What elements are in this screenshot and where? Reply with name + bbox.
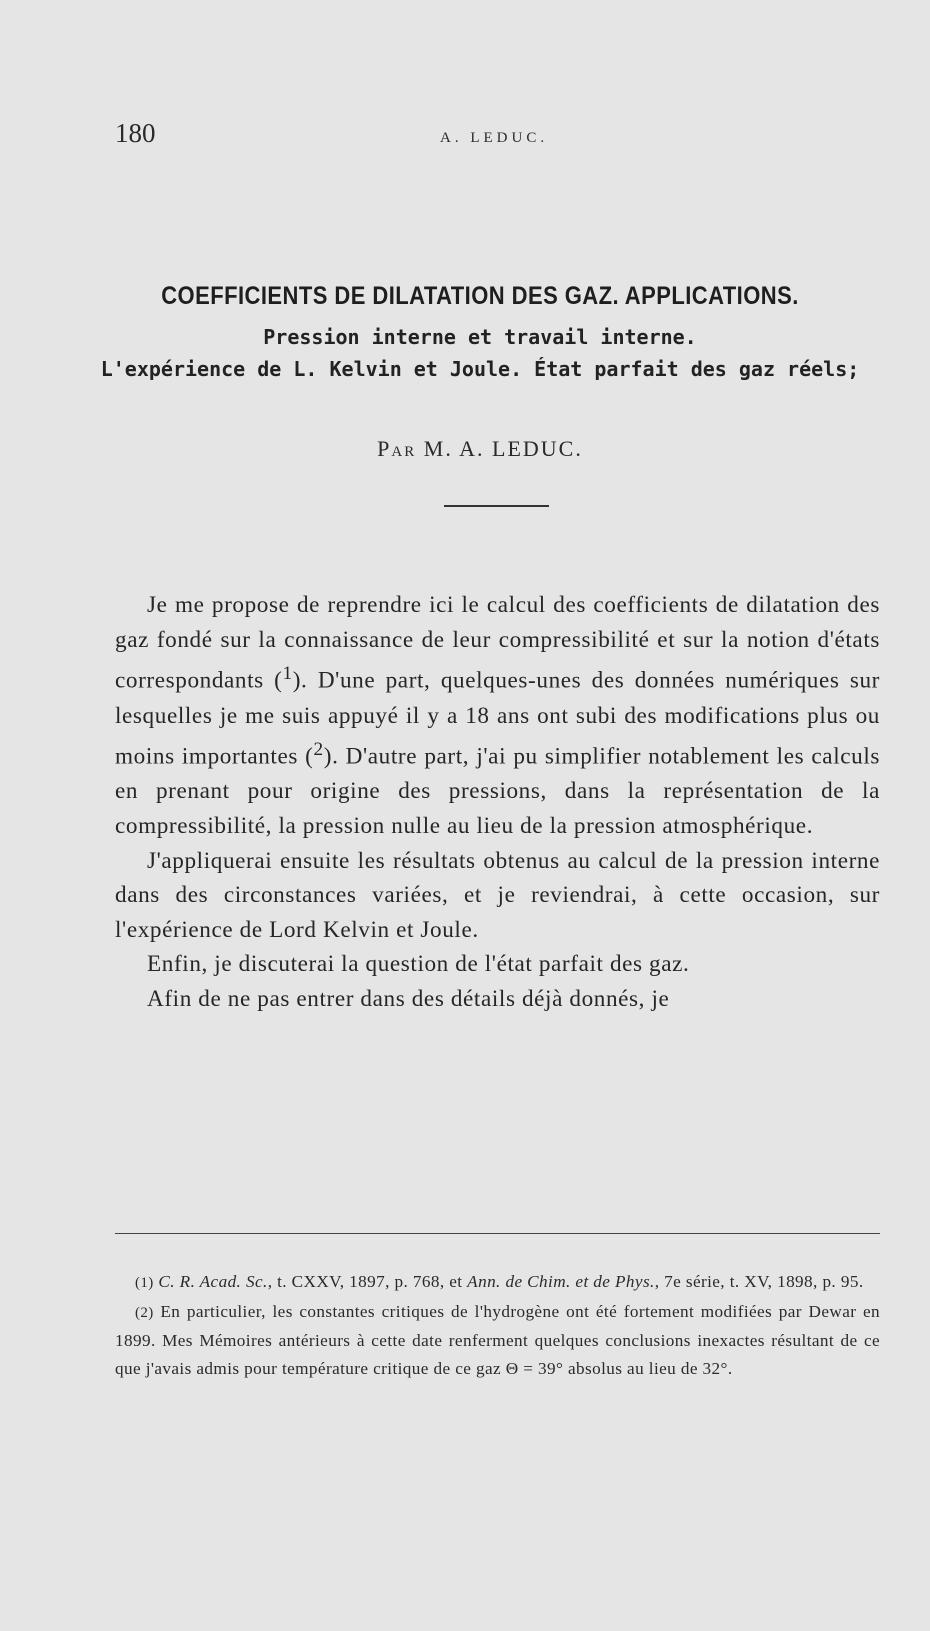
paragraph-1 — [115, 588, 880, 844]
paragraph-1-part-a: Je me propose de reprendre ici le calcul des coefficients de dilatation des gaz fondé sur la connaissance de leur compressibilité et sur la notion d'états correspondants ( — [115, 592, 880, 694]
footnote-2-mark: (2) — [135, 1304, 154, 1321]
paragraph-4: Afin de ne pas entrer dans des détails déjà donnés, je — [147, 986, 670, 1012]
paragraph-2: J'appliquerai ensuite les résultats obtenus au calcul de la pression interne dans des circonstances variées, et je reviendrai, à cette occasion, sur l'expérience de Lord Kelvin et Joule. — [115, 847, 880, 943]
paragraph-3: Enfin, je discuterai la question de l'état parfait des gaz. — [147, 951, 690, 978]
footnote-ref-1: 1 — [282, 663, 293, 685]
running-header — [115, 118, 855, 158]
footnote-1-text-1: , t. CXXV, 1897, p. 768, et — [267, 1272, 468, 1291]
footnote-1-ref-1: C. R. Acad. Sc. — [158, 1272, 268, 1291]
paragraph-1-part-c: ). D'autre part, j'ai pu simplifier notablement les calculs en prenant pour origine des pressions, dans la représentation de la compressibilité, la pression nulle au lieu de la pression atmosphérique. — [115, 743, 880, 840]
body-text — [115, 588, 880, 1017]
footnote-ref-2: 2 — [313, 739, 324, 761]
byline-author: M. A. LEDUC. — [423, 436, 583, 461]
footnote-2-text: En particulier, les constantes critiques de l'hydrogène ont été fortement modifiées par Dewar en 1899. Mes Mémoires antérieurs à cette date renferment quelques conclusions inexactes résultant de ce que j'avais admis pour température critique de ce gaz Θ = 39° absolus au lieu de 32°. — [115, 1301, 880, 1378]
running-title: A. LEDUC. — [440, 130, 549, 146]
byline-prefix-initial: P — [377, 436, 392, 461]
article-subtitle-line-2: L'expérience de L. Kelvin et Joule. État parfait des gaz réels; — [100, 357, 860, 381]
footnote-1-ref-2: Ann. de Chim. et de Phys. — [467, 1272, 655, 1291]
paragraph-1-part-b: ). D'une part, quelques-unes des données numériques sur lesquelles je me suis appuyé il y a 18 ans ont subi des modifications plus ou moins importantes ( — [115, 667, 880, 770]
byline-prefix-rest: AR — [391, 444, 417, 460]
footnote-1 — [115, 1268, 880, 1298]
page-number: 180 — [115, 118, 156, 148]
footnote-1-mark: (1) — [135, 1275, 154, 1291]
footnote-2 — [115, 1298, 880, 1383]
footnote-1-text-2: , 7e série, t. XV, 1898, p. 95. — [654, 1272, 864, 1291]
author-byline — [100, 436, 860, 462]
article-subtitle-line-1: Pression interne et travail interne. — [263, 325, 697, 349]
title-divider — [444, 505, 549, 507]
article-title: COEFFICIENTS DE DILATATION DES GAZ. APPLICATIONS. — [161, 282, 799, 310]
footnotes — [115, 1268, 880, 1382]
footnote-divider — [115, 1233, 880, 1234]
